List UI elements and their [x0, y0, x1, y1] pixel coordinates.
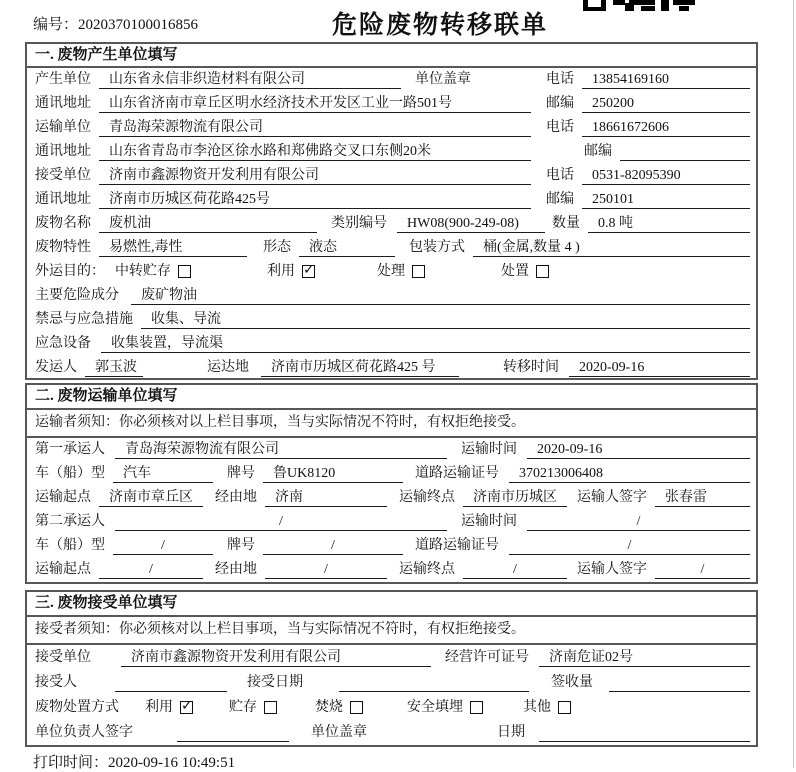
transfer-storage-checkbox	[178, 265, 191, 278]
producer-phone-label: 电话	[546, 72, 574, 87]
transporter-row	[27, 116, 756, 140]
route2-end-field: /	[463, 560, 567, 579]
receiver-address-field: 济南市历城区荷花路425号	[99, 190, 531, 209]
dispose-checkbox	[536, 265, 549, 278]
print-time-label: 打印时间：	[33, 755, 109, 771]
signed-qty-label: 签收量	[551, 675, 593, 690]
waste-traits-label: 废物特性	[35, 240, 91, 255]
purpose-option-label: 中转贮存	[115, 264, 171, 279]
disposal-option-incinerate	[315, 698, 363, 717]
route2-start-field: /	[99, 560, 203, 579]
vehicle1-type-label: 车（船）型	[35, 466, 105, 481]
route1-start-field: 济南市章丘区	[99, 488, 203, 507]
waste-code-label: 类别编号	[331, 216, 387, 231]
vehicle2-plate-field: /	[263, 536, 403, 555]
disposal-option-label: 安全填埋	[407, 700, 463, 715]
measures-row	[27, 308, 756, 332]
disposal-option-label: 其他	[523, 700, 551, 715]
route1-via-label: 经由地	[215, 490, 257, 505]
producer-address-label: 通讯地址	[35, 96, 91, 111]
section-transport	[25, 383, 758, 584]
utilize-checkbox	[302, 265, 315, 278]
route2-row	[27, 558, 756, 582]
accept-date-field	[339, 673, 529, 692]
vehicle2-type-label: 车（船）型	[35, 538, 105, 553]
disposal-option-other	[523, 698, 571, 717]
page-right-edge	[793, 0, 794, 768]
disposal-option-utilize	[145, 698, 193, 717]
shipper-field: 郭玉波	[85, 358, 143, 377]
transport-notice: 运输者须知：你必须核对以上栏目事项，当与实际情况不符时，有权拒绝接受。	[27, 410, 756, 438]
receive-unit-label: 接受单位	[35, 650, 91, 665]
route2-end-label: 运输终点	[399, 562, 455, 577]
vehicle1-type-field: 汽车	[113, 464, 213, 483]
carrier1-time-label: 运输时间	[461, 442, 517, 457]
print-time	[33, 751, 235, 772]
packing-label: 包装方式	[409, 240, 465, 255]
hazard-label: 主要危险成分	[35, 288, 119, 303]
signed-qty-field	[609, 673, 750, 692]
purpose-option-label: 处置	[501, 264, 529, 279]
treat-checkbox	[412, 265, 425, 278]
section-producer	[25, 42, 758, 380]
purpose-option-label: 利用	[267, 264, 295, 279]
permit-field: 济南危证02号	[539, 648, 750, 667]
purpose-option-utilize	[267, 262, 315, 281]
waste-qty-field: 0.8 吨	[588, 214, 750, 233]
purpose-option-transfer-storage	[115, 262, 191, 281]
transporter-phone-field: 18661672606	[582, 118, 750, 137]
producer-row	[27, 68, 756, 92]
transporter-phone-label: 电话	[546, 120, 574, 135]
route1-sign-label: 运输人签字	[577, 490, 647, 505]
accept-person-field	[115, 673, 227, 692]
waste-name-row	[27, 212, 756, 236]
route1-sign-field: 张春雷	[655, 488, 750, 507]
serial-label: 编号：	[33, 17, 79, 33]
receiver-row	[27, 164, 756, 188]
disposal-utilize-checkbox	[180, 701, 193, 714]
vehicle2-type-field: /	[113, 536, 213, 555]
waste-form-label: 形态	[263, 240, 291, 255]
packing-field: 桶(金属,数量 4 )	[473, 238, 750, 257]
producer-name-field: 山东省永信非织造材料有限公司	[99, 70, 401, 89]
disposal-option-label: 利用	[145, 700, 173, 715]
vehicle1-plate-label: 牌号	[227, 466, 255, 481]
receive-unit-row	[27, 645, 756, 670]
route1-start-label: 运输起点	[35, 490, 91, 505]
disposal-landfill-checkbox	[470, 701, 483, 714]
transporter-zip-label: 邮编	[584, 144, 612, 159]
carrier1-label: 第一承运人	[35, 442, 105, 457]
producer-zip-field: 250200	[582, 94, 750, 113]
receive-unit-field: 济南市鑫源物资开发利用有限公司	[121, 648, 431, 667]
accept-person-label: 接受人	[35, 675, 77, 690]
carrier2-row	[27, 510, 756, 534]
route2-via-label: 经由地	[215, 562, 257, 577]
receiver-address-row	[27, 188, 756, 212]
producer-phone-field: 13854169160	[582, 70, 750, 89]
equipment-label: 应急设备	[35, 336, 91, 351]
receiver-zip-field: 250101	[582, 190, 750, 209]
responsible-sign-label: 单位负责人签字	[35, 725, 133, 740]
waste-traits-field: 易燃性,毒性	[99, 238, 247, 257]
vehicle2-plate-label: 牌号	[227, 538, 255, 553]
route2-sign-label: 运输人签字	[577, 562, 647, 577]
disposal-incinerate-checkbox	[350, 701, 363, 714]
disposal-option-store	[229, 698, 277, 717]
measures-label: 禁忌与应急措施	[35, 312, 133, 327]
purpose-option-dispose	[501, 262, 549, 281]
producer-zip-label: 邮编	[546, 96, 574, 111]
waste-name-field: 废机油	[99, 214, 317, 233]
route1-row	[27, 486, 756, 510]
carrier2-time-field: /	[527, 512, 750, 531]
transporter-name-field: 青岛海荣源物流有限公司	[99, 118, 531, 137]
purpose-option-treat	[377, 262, 425, 281]
disposal-label: 废物处置方式	[35, 700, 119, 715]
purpose-label: 外运目的：	[35, 264, 105, 279]
hazard-field: 废矿物油	[131, 286, 750, 305]
receiver-phone-field: 0531-82095390	[582, 166, 750, 185]
equipment-row	[27, 332, 756, 356]
receive-notice: 接受者须知：你必须核对以上栏目事项，当与实际情况不符时，有权拒绝接受。	[27, 617, 756, 645]
section-receive-heading: 三. 废物接受单位填写	[27, 592, 756, 617]
unit-stamp-label-2: 单位盖章	[311, 725, 367, 740]
route1-end-field: 济南市历城区	[463, 488, 567, 507]
vehicle1-license-label: 道路运输证号	[415, 466, 499, 481]
disposal-other-checkbox	[558, 701, 571, 714]
disposal-row	[27, 695, 756, 720]
vehicle2-license-label: 道路运输证号	[415, 538, 499, 553]
route2-sign-field: /	[655, 560, 750, 579]
carrier2-label: 第二承运人	[35, 514, 105, 529]
responsible-sign-field	[177, 723, 289, 742]
unit-stamp-label: 单位盖章	[415, 72, 471, 87]
signoff-date-label: 日期	[497, 725, 525, 740]
transfer-time-field: 2020-09-16	[569, 358, 750, 377]
transfer-time-label: 转移时间	[503, 360, 559, 375]
vehicle1-plate-field: 鲁UK8120	[263, 464, 403, 483]
vehicle1-license-field: 370213006408	[509, 464, 750, 483]
destination-field: 济南市历城区荷花路425 号	[261, 358, 459, 377]
purpose-row	[27, 260, 756, 284]
purpose-option-label: 处理	[377, 264, 405, 279]
route1-via-field: 济南	[265, 488, 387, 507]
carrier2-field: /	[115, 512, 447, 531]
route2-via-field: /	[265, 560, 387, 579]
dispatch-row	[27, 356, 756, 380]
receiver-phone-label: 电话	[546, 168, 574, 183]
transporter-label: 运输单位	[35, 120, 91, 135]
serial-value: 2020370100016856	[78, 17, 199, 33]
section-transport-heading: 二. 废物运输单位填写	[27, 385, 756, 410]
producer-label: 产生单位	[35, 72, 91, 87]
carrier1-row	[27, 438, 756, 462]
section-producer-heading: 一. 废物产生单位填写	[27, 44, 756, 68]
transporter-zip-field	[620, 142, 750, 161]
transporter-address-label: 通讯地址	[35, 144, 91, 159]
carrier2-time-label: 运输时间	[461, 514, 517, 529]
measures-field: 收集、导流	[141, 310, 750, 329]
receiver-address-label: 通讯地址	[35, 192, 91, 207]
carrier1-field: 青岛海荣源物流有限公司	[115, 440, 447, 459]
page-title: 危险废物转移联单	[331, 12, 548, 39]
receiver-zip-label: 邮编	[546, 192, 574, 207]
route2-start-label: 运输起点	[35, 562, 91, 577]
vehicle2-row	[27, 534, 756, 558]
producer-address-row	[27, 92, 756, 116]
disposal-store-checkbox	[264, 701, 277, 714]
transporter-address-row	[27, 140, 756, 164]
accept-date-label: 接受日期	[247, 675, 303, 690]
receiver-name-field: 济南市鑫源物资开发利用有限公司	[99, 166, 531, 185]
waste-qty-label: 数量	[552, 216, 580, 231]
accept-row	[27, 670, 756, 695]
disposal-option-label: 焚烧	[315, 700, 343, 715]
vehicle1-row	[27, 462, 756, 486]
qr-code-fragment	[583, 0, 701, 11]
waste-name-label: 废物名称	[35, 216, 91, 231]
shipper-label: 发运人	[35, 360, 77, 375]
waste-traits-row	[27, 236, 756, 260]
waste-code-field: HW08(900-249-08)	[397, 214, 545, 233]
signoff-row	[27, 720, 756, 745]
receiver-label: 接受单位	[35, 168, 91, 183]
print-time-value: 2020-09-16 10:49:51	[108, 755, 236, 771]
equipment-field: 收集装置，导流渠	[101, 334, 750, 353]
carrier1-time-field: 2020-09-16	[527, 440, 750, 459]
vehicle2-license-field: /	[509, 536, 750, 555]
disposal-option-label: 贮存	[229, 700, 257, 715]
disposal-option-landfill	[407, 698, 483, 717]
destination-label: 运达地	[207, 360, 249, 375]
route1-end-label: 运输终点	[399, 490, 455, 505]
transporter-address-field: 山东省青岛市李沧区徐水路和郑佛路交叉口东侧20米	[99, 142, 531, 161]
signoff-date-field	[539, 723, 750, 742]
section-receive	[25, 590, 758, 747]
hazard-row	[27, 284, 756, 308]
waste-form-field: 液态	[299, 238, 395, 257]
producer-address-field: 山东省济南市章丘区明水经济技术开发区工业一路501号	[99, 94, 531, 113]
permit-label: 经营许可证号	[445, 650, 529, 665]
